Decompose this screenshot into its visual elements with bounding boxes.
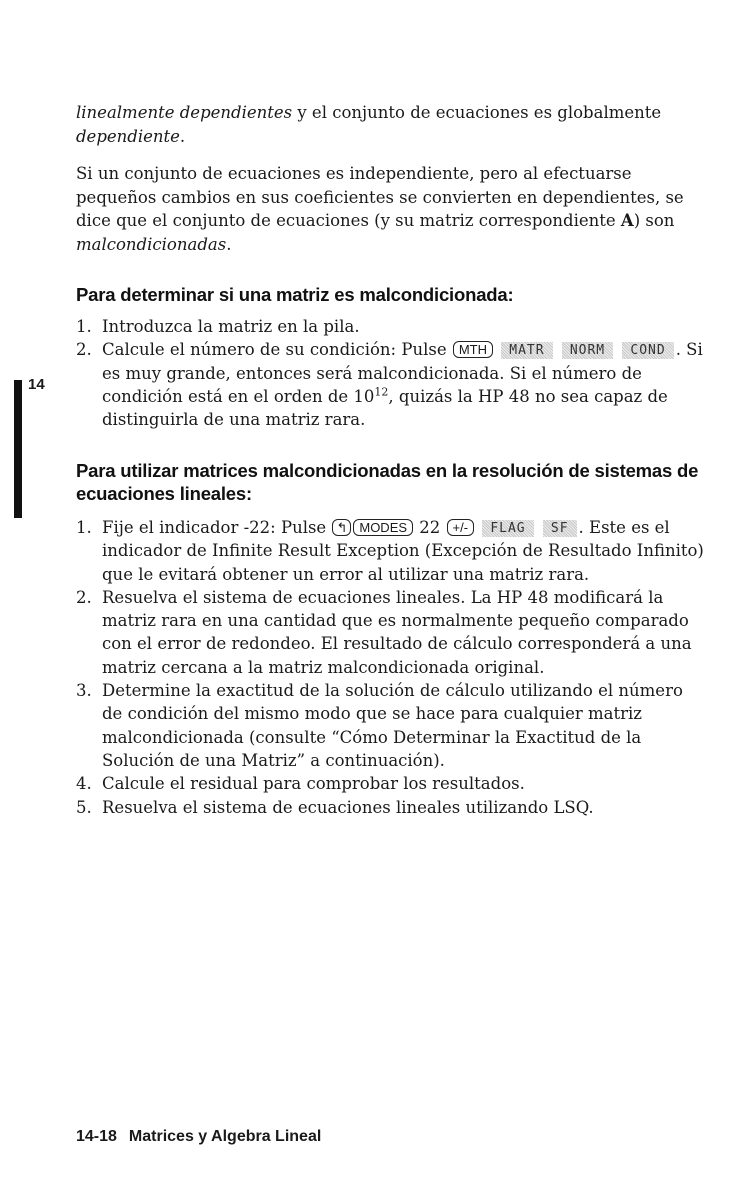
section-heading-determinar: Para determinar si una matriz es malcondicionada: — [76, 284, 514, 305]
step-text: 22 — [414, 518, 446, 537]
step-item — [76, 516, 706, 586]
step-text: Determine la exactitud de la solución de cálculo utilizando el número de condición del mismo modo que se hace para cualquier matriz malcondicionada (consulte “Cómo Determinar la Exactitud de la Solución de una Matriz” a continuación). — [102, 681, 683, 770]
step-item — [76, 679, 706, 772]
step-number: 2. — [76, 587, 92, 607]
modes-key: MODES — [353, 519, 413, 536]
step-number: 3. — [76, 681, 92, 701]
emphasis-dependiente: dependiente — [76, 126, 180, 146]
step-text: Resuelva el sistema de ecuaciones lineales. La HP 48 modificará la matriz rara en una cantidad que es normalmente pequeño comparado con el error de redondeo. El resultado de cálculo corresponderá a una matriz cercana a la matriz malcondicionada original. — [102, 587, 692, 677]
intro-paragraph-1 — [76, 101, 702, 148]
step-number: 1. — [76, 518, 92, 537]
mth-key: MTH — [453, 341, 493, 358]
step-item — [76, 586, 706, 679]
step-item — [76, 315, 706, 338]
left-shift-key: ↰ — [332, 519, 351, 536]
cond-menu-key: COND — [622, 342, 673, 359]
step-text: , quizás la HP 48 no sea capaz de distinguirla de una matriz rara. — [102, 386, 668, 430]
page-footer — [76, 1128, 321, 1146]
step-number: 4. — [76, 774, 92, 794]
text-run: ) son — [633, 211, 675, 230]
step-text: Calcule el número de su condición: Pulse — [102, 340, 452, 360]
chapter-tab-bar — [14, 380, 22, 518]
step-number: 1. — [76, 317, 92, 336]
norm-menu-key: NORM — [562, 342, 613, 359]
emphasis-malcondicionadas: malcondicionadas — [76, 234, 227, 254]
emphasis-linealmente-dependientes: linealmente dependientes — [76, 103, 293, 122]
flag-menu-key: FLAG — [482, 520, 533, 537]
sf-menu-key: SF — [543, 520, 577, 537]
matrix-symbol-a: A — [620, 211, 634, 230]
section-heading-utilizar: Para utilizar matrices malcondicionadas en la resolución de sistemas de ecuaciones lineales: — [76, 460, 699, 504]
chapter-tab-number: 14 — [28, 376, 45, 393]
step-text: . Si es muy grande, entonces será malcondicionada. Si el número de condición está en el orden de 10 — [102, 340, 703, 406]
step-text: Calcule el residual para comprobar los resultados. — [102, 774, 525, 794]
step-text: Resuelva el sistema de ecuaciones lineales utilizando LSQ. — [102, 797, 594, 817]
step-item — [76, 338, 706, 431]
text-run: Si un conjunto de ecuaciones es independiente, pero al efectuarse pequeños cambios en sus coeficientes se convierten en dependientes, se dice que el conjunto de ecuaciones (y su matriz correspondiente — [76, 164, 684, 230]
chapter-title: Matrices y Algebra Lineal — [128, 1128, 322, 1145]
step-text: Introduzca la matriz en la pila. — [102, 317, 360, 336]
exponent: 12 — [374, 385, 389, 399]
matr-menu-key: MATR — [501, 342, 552, 359]
change-sign-key: +/- — [447, 519, 475, 536]
text-run: . — [179, 126, 186, 146]
step-item — [76, 796, 706, 819]
steps-list-utilizar — [76, 516, 706, 819]
steps-list-determinar — [76, 315, 706, 431]
step-text: . Este es el indicador de Infinite Result Exception (Excepción de Resultado Infinito) que le evitará obtener un error al utilizar una matriz rara. — [102, 518, 704, 584]
intro-paragraph-2 — [76, 162, 702, 256]
step-item — [76, 772, 706, 795]
step-number: 5. — [76, 797, 92, 817]
step-number: 2. — [76, 340, 92, 360]
text-run: y el conjunto de ecuaciones es globalmente — [292, 103, 662, 122]
text-run: . — [226, 234, 232, 254]
page-number: 14-18 — [76, 1128, 117, 1145]
step-text: Fije el indicador -22: Pulse — [102, 518, 332, 537]
